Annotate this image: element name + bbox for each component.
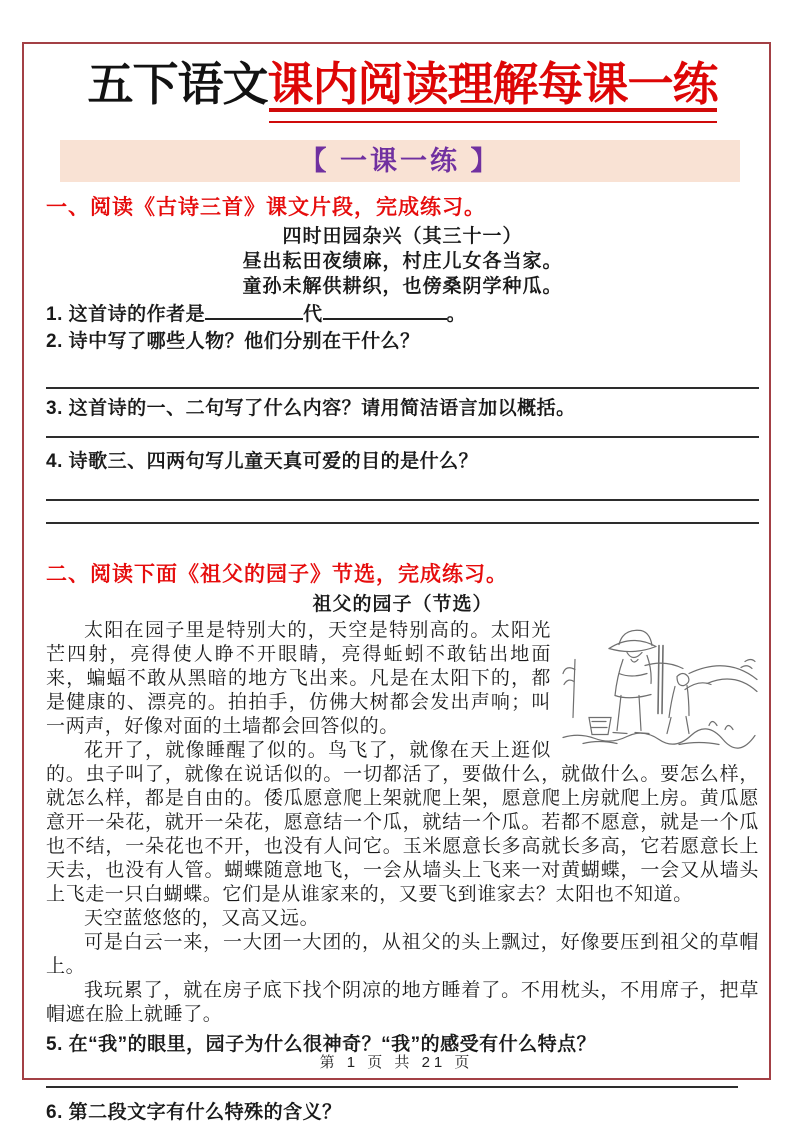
page-title [46, 56, 759, 116]
title-main-label: 课内阅读理解每课一练 [268, 56, 718, 116]
answer-line [46, 387, 759, 389]
banner-label: 【 一课一练 】 [299, 145, 501, 176]
passage-paragraph-4: 可是白云一来，一大团一大团的，从祖父的头上飘过，好像要压到祖父的草帽上。 [46, 931, 759, 977]
passage [46, 619, 759, 1027]
question-6: 6. 第二段文字有什么特殊的含义？ [46, 1101, 342, 1123]
passage-title: 祖父的园子（节选） [312, 593, 493, 615]
section2-heading: 二、阅读下面《祖父的园子》节选，完成练习。 [46, 562, 508, 586]
answer-line [46, 522, 759, 524]
passage-paragraph-2: 花开了，就像睡醒了似的。鸟飞了，就像在天上逛似的。虫子叫了，就像在说话似的。一切都活了，要做什么，就做什么。要怎么样，就怎么样，都是自由的。倭瓜愿意爬上架就爬上架，愿意爬上房就爬上房。黄瓜愿意开一朵花，就开一朵花，愿意结一个瓜，就结一个瓜。若都不愿意，就是一个瓜也不结，一朵花也不开，也没有人问它。玉米愿意长多高就长多高，它若愿意长上天去，也没有人管。蝴蝶随意地飞，一会从墙头上飞来一对黄蝴蝶，一会又从墙头上飞走一只白蝴蝶。它们是从谁家来的，又要飞到谁家去？太阳也不知道。 [46, 739, 759, 905]
passage-paragraph-5: 我玩累了，就在房子底下找个阴凉的地方睡着了。不用枕头，不用席子，把草帽遮在脸上就睡了。 [46, 979, 759, 1025]
answer-line [46, 1086, 738, 1088]
passage-paragraph-3: 天空蓝悠悠的，又高又远。 [84, 907, 320, 929]
question-1 [46, 302, 759, 327]
question-3: 3. 这首诗的一、二句写了什么内容？请用简洁语言加以概括。 [46, 397, 576, 419]
title-grade-label: 五下语文 [87, 58, 268, 110]
page-frame [22, 42, 771, 1123]
poem-block [46, 224, 759, 299]
question-1-end: 。 [446, 303, 467, 325]
answer-blank-author [205, 302, 303, 320]
passage-paragraph-1: 太阳在园子里是特别大的，天空是特别高的。太阳光芒四射，亮得使人睁不开眼睛，亮得蚯蚓不敢钻出地面来，蝙蝠不敢从黑暗的地方飞出来。凡是在太阳下的，都是健康的、漂亮的。拍拍手，仿佛大树都会发出声响；叫一两声，好像对面的土墙都会回答似的。 [46, 619, 551, 737]
answer-line [46, 499, 759, 501]
question-2: 2. 诗中写了哪些人物？他们分别在干什么？ [46, 330, 420, 352]
question-1-label: 1. 这首诗的作者是 [46, 303, 206, 325]
section1-heading: 一、阅读《古诗三首》课文片段，完成练习。 [46, 195, 486, 219]
grandfather-garden-sketch-illustration [559, 621, 759, 754]
answer-line [46, 436, 759, 438]
poem-title: 四时田园杂兴（其三十一） [282, 225, 523, 247]
answer-blank-dynasty [323, 302, 447, 320]
question-1-mid: 代 [303, 303, 323, 325]
poem-line-1: 昼出耘田夜绩麻，村庄儿女各当家。 [242, 250, 563, 272]
question-4: 4. 诗歌三、四两句写儿童天真可爱的目的是什么？ [46, 450, 479, 472]
poem-line-2: 童孙未解供耕织，也傍桑阴学种瓜。 [242, 275, 563, 297]
banner [60, 140, 740, 182]
question-5: 5. 在“我”的眼里，园子为什么很神奇？“我”的感受有什么特点？ [46, 1033, 597, 1055]
page-number: 第 1 页 共 21 页 [319, 1054, 474, 1071]
